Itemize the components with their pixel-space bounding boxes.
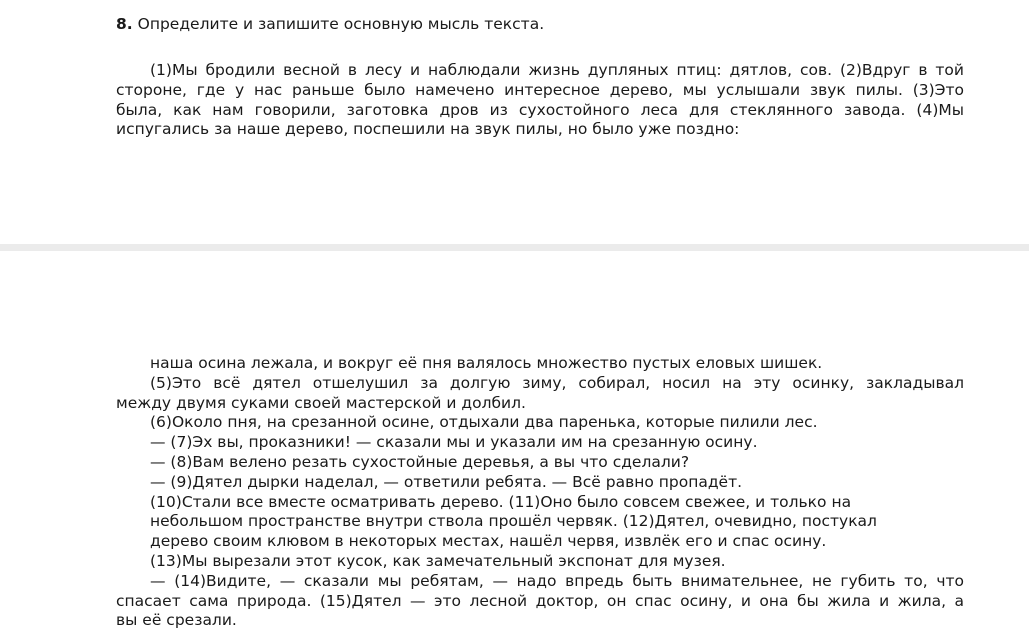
text-line: (1)Мы бродили весной в лесу и наблюдали жизнь дупляных птиц: дятлов, сов. (2)Вдруг в той: [150, 61, 964, 79]
task-heading: [116, 14, 544, 34]
text-line: наша осина лежала, и вокруг её пня валялось множество пустых еловых шишек.: [150, 354, 823, 372]
text-fragment-bottom: [116, 354, 964, 631]
task-number: 8.: [116, 15, 133, 33]
page-divider: [0, 244, 1029, 251]
text-line: между двумя суками своей мастерской и долбил.: [116, 393, 526, 412]
text-fragment-top: [116, 61, 964, 140]
dialogue-line: — (14)Видите, — сказали мы ребятам, — надо впредь быть внимательнее, не губить то, что: [150, 571, 964, 590]
text-line: (6)Около пня, на срезанной осине, отдыхали два паренька, которые пилили лес.: [150, 413, 818, 432]
text-line: стороне, где у нас раньше было намечено интересное дерево, мы услышали звук пилы. (3)Это: [116, 80, 964, 99]
page-bottom-section: [0, 251, 1029, 644]
page-top-section: [0, 0, 1029, 244]
text-line: была, как нам говорили, заготовка дров из сухостойного леса для стеклянного завода. (4)Мы: [116, 100, 964, 119]
text-line: (5)Это всё дятел отшелушил за долгую зиму, собирал, носил на эту осинку, закладывал: [150, 373, 964, 392]
dialogue-line: — (7)Эх вы, проказники! — сказали мы и указали им на срезанную осину.: [150, 433, 758, 452]
text-line: испугались за наше дерево, поспешили на звук пилы, но было уже поздно:: [116, 120, 740, 139]
text-line: спасает сама природа. (15)Дятел — это лесной доктор, он спас осину, и она бы жила и жила, а: [116, 591, 964, 610]
task-instruction: Определите и запишите основную мысль текста.: [137, 15, 545, 33]
text-line: вы её срезали.: [116, 611, 237, 630]
text-line: дерево своим клювом в некоторых местах, нашёл червя, извлёк его и спас осину.: [150, 532, 827, 551]
dialogue-line: — (9)Дятел дырки наделал, — ответили ребята. — Всё равно пропадёт.: [150, 472, 743, 491]
text-line: (10)Стали все вместе осматривать дерево. (11)Оно было совсем свежее, и только на: [150, 492, 852, 511]
text-line: небольшом пространстве внутри ствола прошёл червяк. (12)Дятел, очевидно, постукал: [150, 512, 877, 531]
dialogue-line: — (8)Вам велено резать сухостойные деревья, а вы что сделали?: [150, 452, 690, 471]
text-line: (13)Мы вырезали этот кусок, как замечательный экспонат для музея.: [150, 551, 726, 570]
